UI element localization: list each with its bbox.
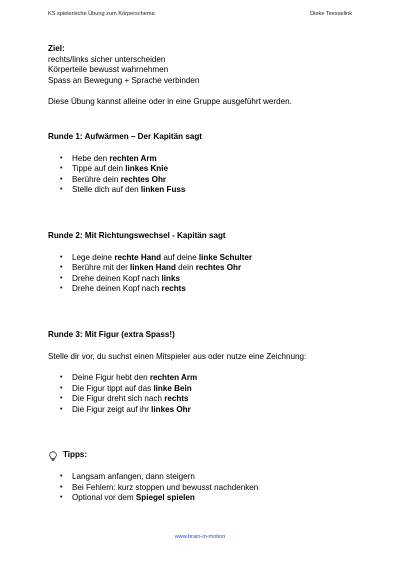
list-item: • Stelle dich auf den linken Fuss [60,185,358,196]
goal-line: Spass an Bewegung + Sprache verbinden [48,75,200,85]
tips-heading [48,450,358,461]
goal-line: Körperteile bewusst wahrnehmen [48,65,169,75]
list-item: • Berühre dein rechtes Ohr [60,175,358,186]
list-item: • Optional vor dem Spiegel spielen [60,493,358,504]
round3-intro: Stelle dir vor, du suchst einen Mitspieler aus oder nutze eine Zeichnung: [48,351,307,361]
list-item: • Bei Fehlern: kurz stoppen und bewusst nachdenken [60,483,358,494]
intro-note: Diese Übung kannst alleine oder in eine Gruppe ausgeführt werden. [48,97,292,107]
list-item: • Hebe den rechten Arm [60,154,358,165]
list-item: • Drehe deinen Kopf nach links [60,274,358,285]
list-item: • Tippe auf dein linkes Knie [60,164,358,175]
round1-title: Runde 1: Aufwärmen – Der Kapitän sagt [48,131,202,141]
header-right-text: Dieke Teesselink [310,11,352,17]
round2-list [48,253,358,295]
round1-list [48,154,358,196]
round2-title: Runde 2: Mit Richtungswechsel - Kapitän sagt [48,230,226,240]
list-item: • Deine Figur hebt den rechten Arm [60,373,358,384]
list-item: • Drehe deinen Kopf nach rechts [60,284,358,295]
list-item: • Berühre mit der linken Hand dein rechtes Ohr [60,263,358,274]
goal-line: rechts/links sicher unterscheiden [48,54,166,64]
list-item: • Langsam anfangen, dann steigern [60,472,358,483]
list-item: • Die Figur dreht sich nach rechts [60,394,358,405]
lightbulb-icon [48,451,58,461]
tips-title: Tipps: [63,450,88,460]
tips-list [48,472,358,504]
goal-label: Ziel: [48,44,65,53]
header-left-text: KS spielerische Übung zum Körperschema [48,11,155,17]
list-item: • Die Figur tippt auf das linke Bein [60,384,358,395]
round3-title: Runde 3: Mit Figur (extra Spass!) [48,329,175,339]
document-body [48,44,358,504]
page-header [48,11,352,21]
footer-link[interactable]: www.brain-in-motion [174,534,226,540]
list-item: • Die Figur zeigt auf ihr linkes Ohr [60,405,358,416]
list-item: • Lege deine rechte Hand auf deine linke Schulter [60,253,358,264]
round3-list [48,373,358,415]
